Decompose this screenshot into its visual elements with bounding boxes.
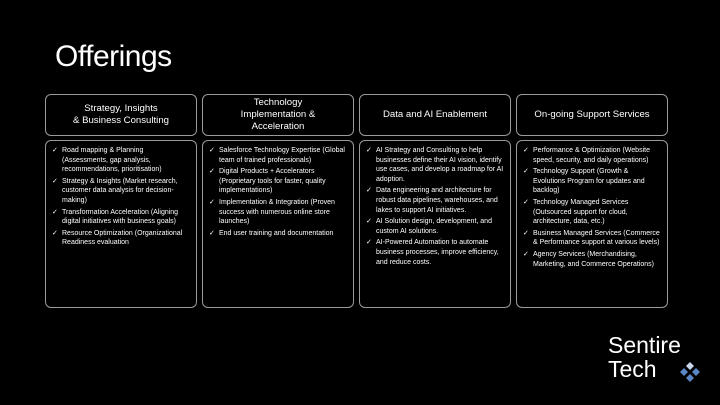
logo-diamond-top (686, 362, 694, 370)
checkmark-icon: ✓ (209, 147, 215, 154)
list-item-text: Resource Optimization (Organizational Readiness evaluation (62, 229, 183, 247)
offering-column (359, 94, 511, 308)
list-item-text: Data engineering and architecture for robust data pipelines, warehouses, and lakes to support AI initiatives. (376, 187, 498, 214)
column-body (202, 140, 354, 308)
logo-diamond-icon (679, 361, 701, 383)
list-item-text: Technology Support (Growth & Evolutions Program for updates and backlog) (533, 168, 645, 195)
offering-column (516, 94, 668, 308)
checkmark-icon: ✓ (52, 147, 58, 154)
list-item-text: AI-Powered Automation to automate business processes, improve efficiency, and reduce costs. (376, 239, 499, 266)
checkmark-icon: ✓ (366, 239, 372, 247)
logo-diamond-bottom (686, 374, 694, 382)
logo-text-line1: Sentire (608, 332, 681, 358)
list-item-text: Business Managed Services (Commerce & Performance support at various levels) (533, 229, 660, 247)
list-item (523, 198, 661, 227)
list-item (366, 238, 504, 267)
list-item (52, 146, 190, 175)
checkmark-icon: ✓ (209, 168, 215, 176)
checkmark-icon: ✓ (52, 177, 58, 185)
list-item-text: AI Solution design, development, and custom AI solutions. (376, 218, 492, 235)
list-item-text: End user training and documentation (219, 229, 334, 237)
column-body (516, 140, 668, 308)
checkmark-icon: ✓ (366, 218, 372, 226)
offering-column (202, 94, 354, 308)
list-item (523, 146, 661, 165)
checkmark-icon: ✓ (523, 250, 529, 258)
list-item (366, 186, 504, 215)
logo-diamond-right (692, 368, 700, 376)
checkmark-icon: ✓ (523, 147, 529, 154)
checkmark-icon: ✓ (366, 147, 372, 154)
list-item-text: Strategy & Insights (Market research, customer data analysis for decision-making) (62, 177, 178, 204)
column-header: Strategy, Insights & Business Consulting (45, 94, 197, 136)
list-item-text: Digital Products + Accelerators (Proprietary tools for faster, quality implementations) (219, 168, 326, 195)
list-item-text: AI Strategy and Consulting to help businesses define their AI vision, identify use cases, and develop a roadmap for AI adoption. (376, 147, 504, 183)
checkmark-icon: ✓ (52, 208, 58, 216)
list-item-text: Road mapping & Planning (Assessments, gap analysis, recommendations, prioritisation) (62, 147, 162, 174)
list-item-text: Agency Services (Merchandising, Marketing, and Commerce Operations) (533, 250, 654, 268)
list-item (52, 208, 190, 227)
list-item (209, 229, 347, 239)
list-item (366, 217, 504, 236)
list-item (523, 250, 661, 269)
logo-text-line2: Tech (608, 356, 657, 382)
list-item-text: Implementation & Integration (Proven success with numerous online store launches) (219, 198, 335, 226)
list-item-text: Transformation Acceleration (Aligning digital initiatives with business goals) (62, 208, 179, 226)
list-item (209, 198, 347, 227)
logo-diamond-left (680, 368, 688, 376)
offering-column (45, 94, 197, 308)
checkmark-icon: ✓ (366, 187, 372, 195)
checkmark-icon: ✓ (523, 168, 529, 176)
checkmark-icon: ✓ (52, 229, 58, 237)
list-item (366, 146, 504, 184)
list-item-text: Performance & Optimization (Website speed, security, and daily operations) (533, 147, 650, 164)
list-item (209, 146, 347, 165)
offerings-columns (45, 94, 680, 308)
checkmark-icon: ✓ (523, 198, 529, 206)
column-header: Technology Implementation & Acceleration (202, 94, 354, 136)
list-item (523, 167, 661, 196)
column-header: Data and AI Enablement (359, 94, 511, 136)
checkmark-icon: ✓ (523, 229, 529, 237)
list-item (523, 229, 661, 248)
list-item (209, 167, 347, 196)
column-body (359, 140, 511, 308)
company-logo (608, 333, 681, 381)
list-item-text: Salesforce Technology Expertise (Global team of trained professionals) (219, 147, 345, 164)
checkmark-icon: ✓ (209, 229, 215, 237)
column-body (45, 140, 197, 308)
slide-title: Offerings (55, 40, 172, 73)
checkmark-icon: ✓ (209, 198, 215, 206)
list-item (52, 229, 190, 248)
list-item (52, 177, 190, 206)
list-item-text: Technology Managed Services (Outsourced support for cloud, architecture, data, etc.) (533, 198, 629, 226)
column-header: On-going Support Services (516, 94, 668, 136)
